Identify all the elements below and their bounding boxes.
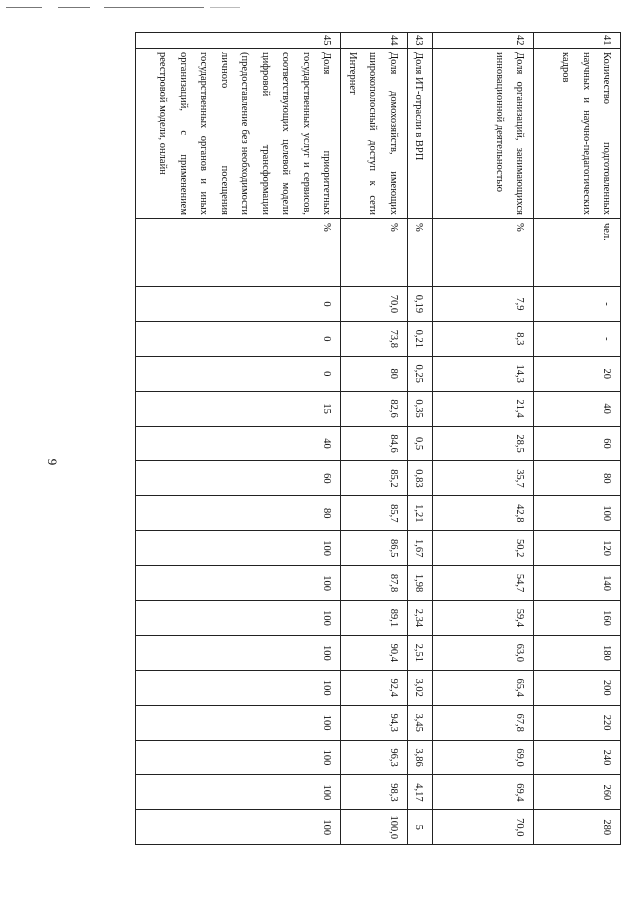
value-cell: 140 [534, 566, 621, 601]
value-cell: 73,8 [341, 321, 407, 356]
value-cell: 260 [534, 775, 621, 810]
value-cell: 8,3 [433, 321, 534, 356]
value-cell: 89,1 [341, 601, 407, 636]
table-row [407, 33, 432, 845]
row-number-cell: 42 [433, 33, 534, 49]
value-cell: 220 [534, 705, 621, 740]
value-cell: 60 [136, 461, 341, 496]
value-cell: 35,7 [433, 461, 534, 496]
value-cell: 240 [534, 740, 621, 775]
value-cell: 100 [136, 531, 341, 566]
value-cell: 280 [534, 810, 621, 845]
value-cell: 3,86 [407, 740, 432, 775]
value-cell: 0 [136, 356, 341, 391]
value-cell: 86,5 [341, 531, 407, 566]
value-cell: 94,3 [341, 705, 407, 740]
indicator-name-cell: Количество подготовленных научных и научно-педагогических кадров [534, 49, 621, 219]
value-cell: 92,4 [341, 670, 407, 705]
value-cell: 2,34 [407, 601, 432, 636]
unit-cell: % [136, 219, 341, 287]
value-cell: 100 [136, 670, 341, 705]
indicator-name-cell: Доля приоритетных государственных услуг и сервисов, соответствующих целевой модели цифровой трансформации (предоставление без необходимости личного посещения государственных органов и иных организаций, с применением реестровой модели, онлайн [136, 49, 341, 219]
value-cell: 84,6 [341, 426, 407, 461]
value-cell: 180 [534, 635, 621, 670]
value-cell: 85,7 [341, 496, 407, 531]
value-cell: 0 [136, 287, 341, 322]
indicator-table-sheet [85, 32, 621, 845]
value-cell: 96,3 [341, 740, 407, 775]
value-cell: 98,3 [341, 775, 407, 810]
value-cell: 65,4 [433, 670, 534, 705]
value-cell: 87,8 [341, 566, 407, 601]
value-cell: 59,4 [433, 601, 534, 636]
value-cell: 85,2 [341, 461, 407, 496]
value-cell: 54,7 [433, 566, 534, 601]
value-cell: 1,21 [407, 496, 432, 531]
value-cell: 0,5 [407, 426, 432, 461]
scan-mark [58, 7, 90, 8]
value-cell: 3,45 [407, 705, 432, 740]
value-cell: 70,0 [341, 287, 407, 322]
value-cell: 63,0 [433, 635, 534, 670]
scan-mark [6, 7, 42, 8]
value-cell: 21,4 [433, 391, 534, 426]
value-cell: 0 [136, 321, 341, 356]
unit-cell: чел. [534, 219, 621, 287]
row-number-cell: 41 [534, 33, 621, 49]
value-cell: 0,83 [407, 461, 432, 496]
indicator-name-cell: Доля организаций, занимающихся инновационной деятельностью [433, 49, 534, 219]
page-number: 9 [45, 458, 60, 466]
value-cell: - [534, 321, 621, 356]
value-cell: 69,4 [433, 775, 534, 810]
value-cell: 28,5 [433, 426, 534, 461]
value-cell: 80 [534, 461, 621, 496]
table-row [534, 33, 621, 845]
value-cell: 69,0 [433, 740, 534, 775]
value-cell: 1,67 [407, 531, 432, 566]
value-cell: 100 [136, 775, 341, 810]
value-cell: 3,02 [407, 670, 432, 705]
value-cell: 90,4 [341, 635, 407, 670]
value-cell: 80 [341, 356, 407, 391]
value-cell: 0,21 [407, 321, 432, 356]
value-cell: 60 [534, 426, 621, 461]
unit-cell: % [407, 219, 432, 287]
value-cell: 100 [136, 705, 341, 740]
value-cell: 0,35 [407, 391, 432, 426]
unit-cell: % [433, 219, 534, 287]
value-cell: 100 [534, 496, 621, 531]
value-cell: 14,3 [433, 356, 534, 391]
value-cell: 70,0 [433, 810, 534, 845]
value-cell: 200 [534, 670, 621, 705]
value-cell: 2,51 [407, 635, 432, 670]
value-cell: 40 [534, 391, 621, 426]
table-body [136, 33, 621, 845]
value-cell: 67,8 [433, 705, 534, 740]
table-row [341, 33, 407, 845]
row-number-cell: 45 [136, 33, 341, 49]
indicator-table [135, 32, 621, 845]
value-cell: 100 [136, 566, 341, 601]
value-cell: 160 [534, 601, 621, 636]
value-cell: 80 [136, 496, 341, 531]
value-cell: 1,98 [407, 566, 432, 601]
value-cell: 4,17 [407, 775, 432, 810]
table-row [433, 33, 534, 845]
value-cell: 100 [136, 601, 341, 636]
value-cell: 7,9 [433, 287, 534, 322]
value-cell: 100 [136, 810, 341, 845]
value-cell: 0,19 [407, 287, 432, 322]
value-cell: 120 [534, 531, 621, 566]
value-cell: 82,6 [341, 391, 407, 426]
value-cell: 100 [136, 635, 341, 670]
value-cell: 50,2 [433, 531, 534, 566]
indicator-name-cell: Доля домохозяйств, имеющих широкополосный доступ к сети Интернет [341, 49, 407, 219]
value-cell: 100 [136, 740, 341, 775]
value-cell: 5 [407, 810, 432, 845]
row-number-cell: 44 [341, 33, 407, 49]
value-cell: 100,0 [341, 810, 407, 845]
scan-mark [104, 7, 204, 8]
unit-cell: % [341, 219, 407, 287]
indicator-name-cell: Доля ИТ-отрасли в ВРП [407, 49, 432, 219]
table-row [136, 33, 341, 845]
scan-mark [210, 7, 240, 8]
row-number-cell: 43 [407, 33, 432, 49]
value-cell: 42,8 [433, 496, 534, 531]
value-cell: 40 [136, 426, 341, 461]
value-cell: - [534, 287, 621, 322]
value-cell: 20 [534, 356, 621, 391]
value-cell: 15 [136, 391, 341, 426]
value-cell: 0,25 [407, 356, 432, 391]
